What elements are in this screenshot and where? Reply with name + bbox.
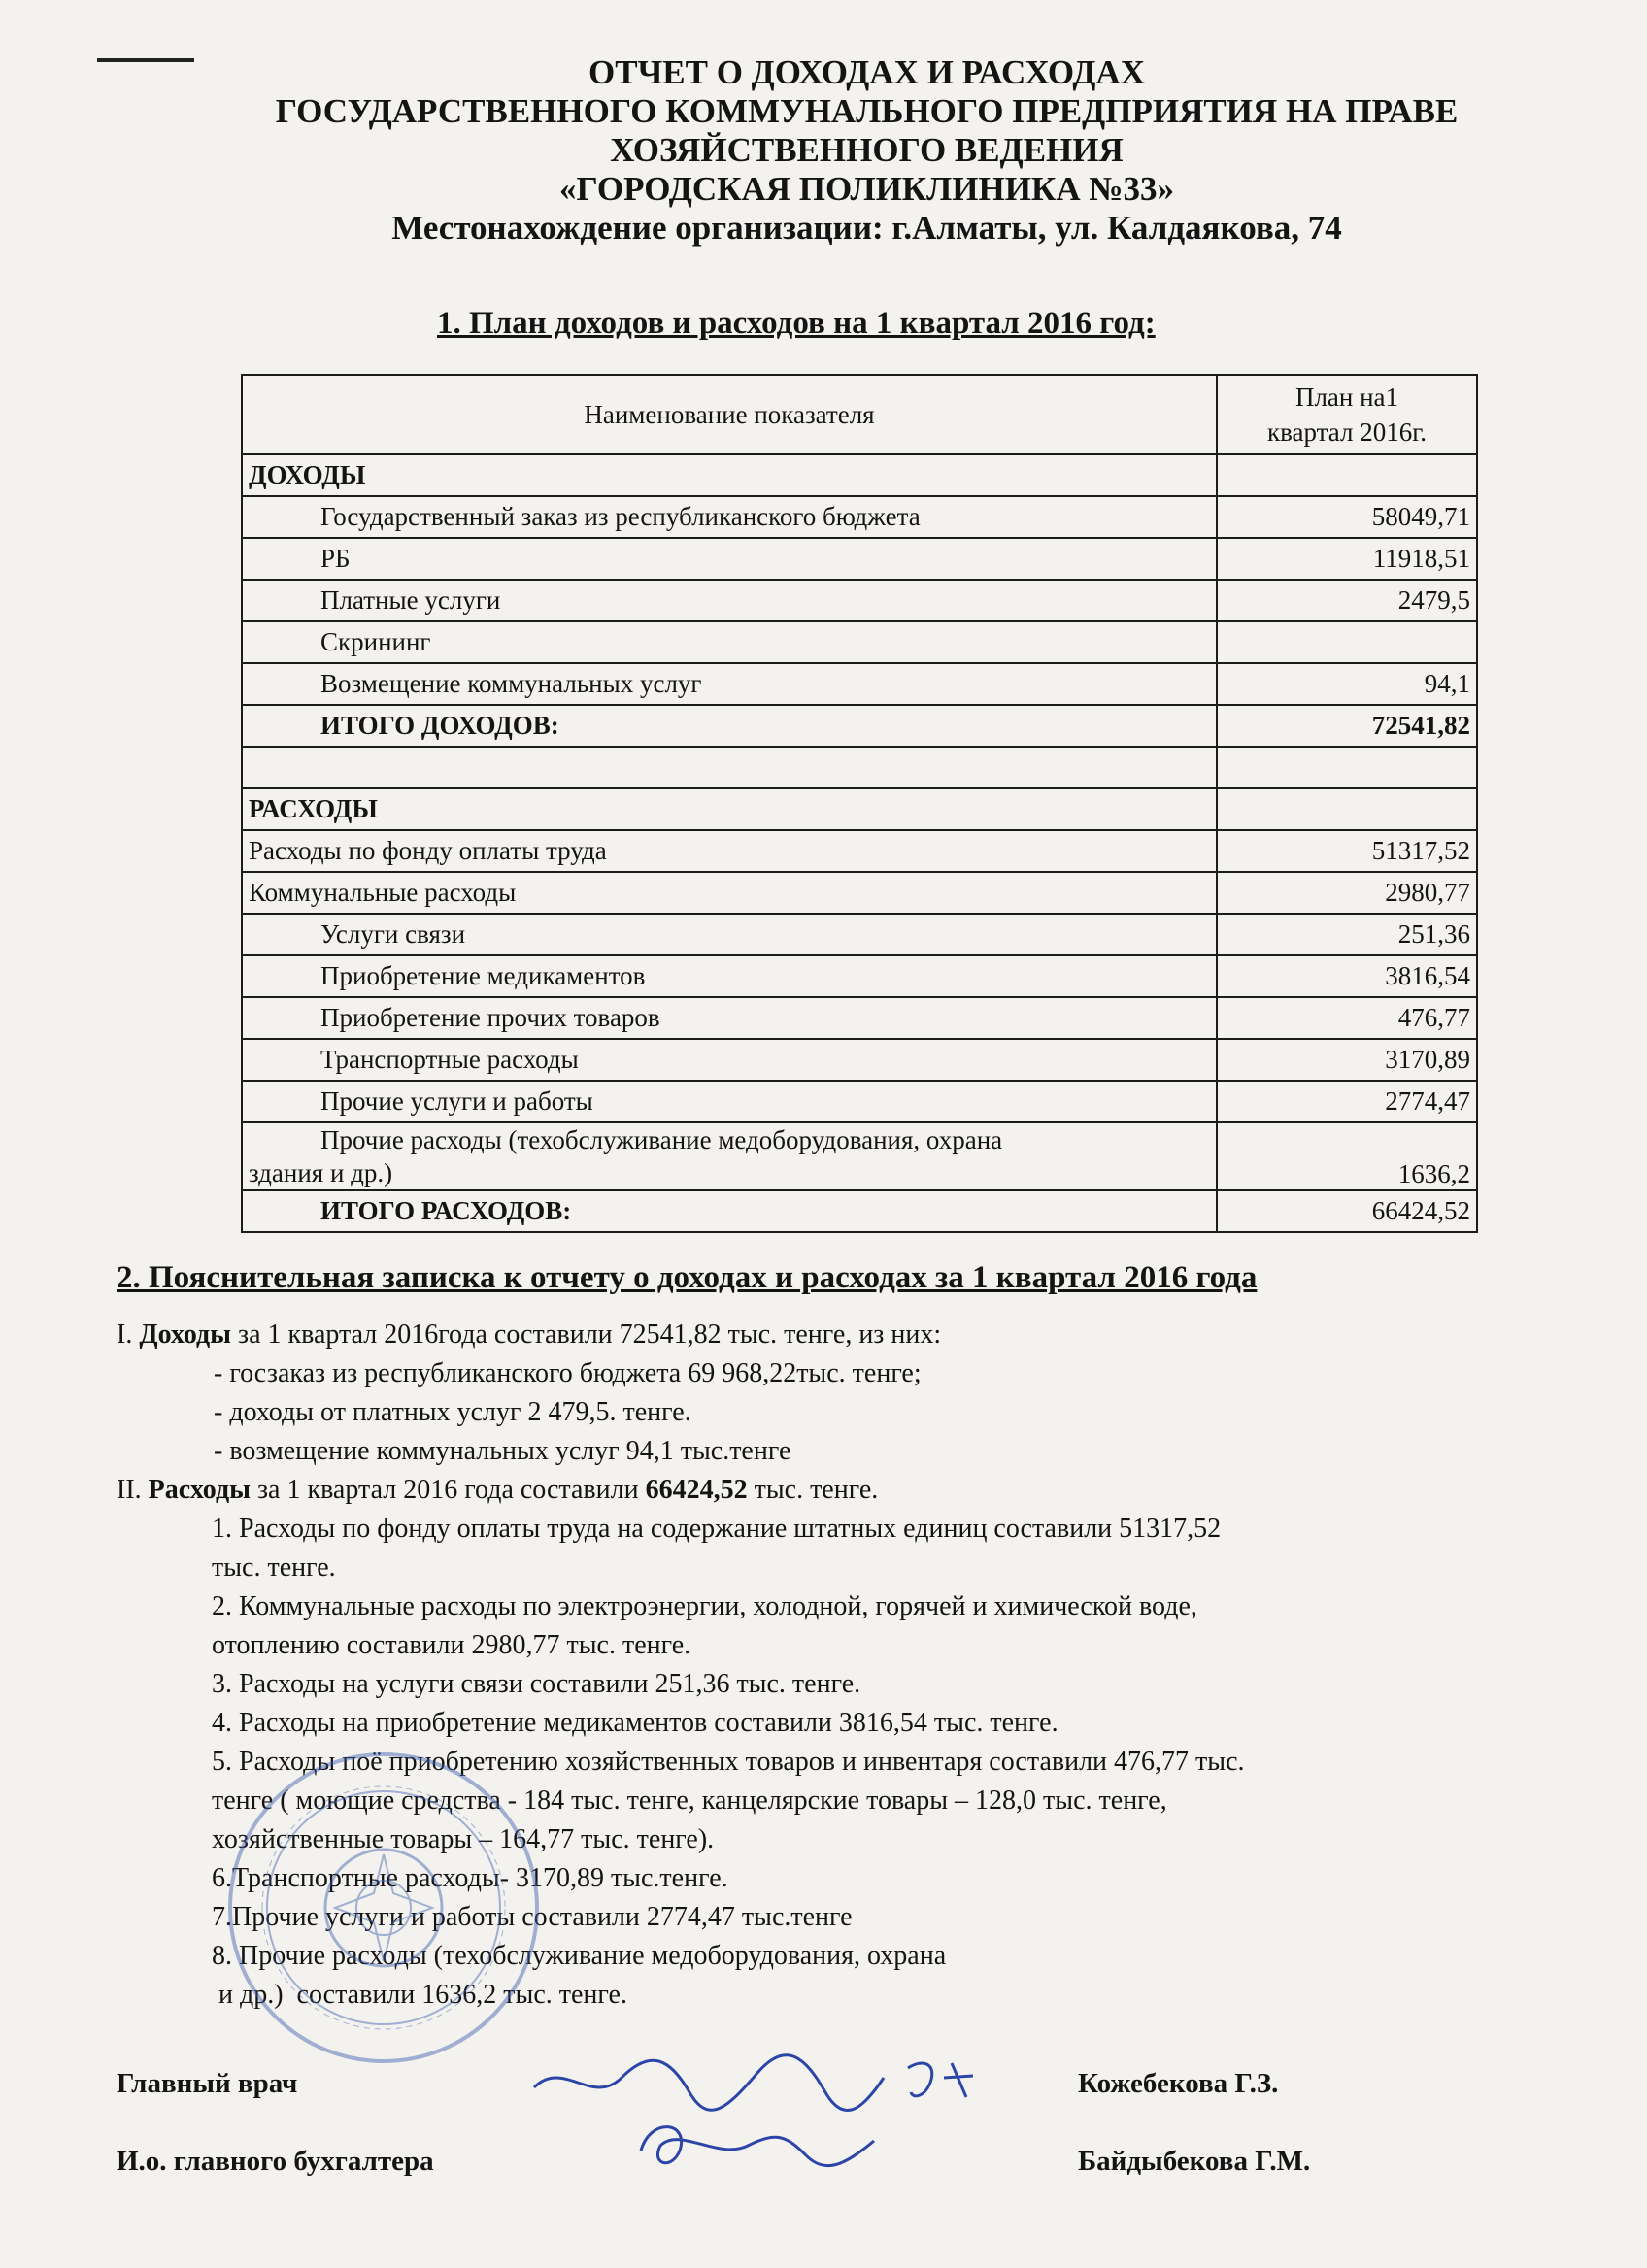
signer-name: Кожебекова Г.З. — [1078, 2068, 1279, 2099]
row-name: Приобретение медикаментов — [242, 955, 1217, 997]
income-header-row — [242, 454, 1477, 496]
expense-intro-mid: за 1 квартал 2016 года составили — [250, 1475, 646, 1505]
expense-intro-num: II. — [117, 1475, 149, 1505]
expense-line: хозяйственные товары – 164,77 тыс. тенге). — [212, 1824, 715, 1854]
table-row — [242, 580, 1477, 621]
income-total-label: ИТОГО ДОХОДОВ: — [242, 705, 1217, 747]
corner-mark — [97, 58, 194, 62]
income-item: - доходы от платных услуг 2 479,5. тенге. — [214, 1397, 691, 1427]
row-value: 58049,71 — [1217, 496, 1477, 538]
empty-cell — [1217, 747, 1477, 788]
table-row — [242, 955, 1477, 997]
title-line-2: ГОСУДАРСТВЕННОГО КОММУНАЛЬНОГО ПРЕДПРИЯТИЯ НА ПРАВЕ — [275, 92, 1459, 130]
income-total-row — [242, 705, 1477, 747]
table-row — [242, 496, 1477, 538]
expense-intro — [117, 1471, 1554, 1510]
expense-header-value — [1217, 788, 1477, 830]
row-value: 3170,89 — [1217, 1039, 1477, 1081]
table-row — [242, 997, 1477, 1039]
income-intro — [117, 1316, 1554, 1354]
table-row — [242, 830, 1477, 872]
other-expense-row — [242, 1122, 1477, 1190]
expense-line: 6.Транспортные расходы- 3170,89 тыс.тенге. — [212, 1863, 728, 1893]
table-row — [242, 621, 1477, 663]
row-name: Приобретение прочих товаров — [242, 997, 1217, 1039]
row-value: 476,77 — [1217, 997, 1477, 1039]
expense-line: тыс. тенге. — [212, 1552, 336, 1583]
expense-intro-sum: 66424,52 — [645, 1475, 748, 1505]
row-value: 94,1 — [1217, 663, 1477, 705]
expense-line: 7.Прочие услуги и работы составили 2774,47 тыс.тенге — [212, 1902, 853, 1932]
income-intro-bold: Доходы — [139, 1319, 232, 1350]
income-total-value: 72541,82 — [1217, 705, 1477, 747]
table-row — [242, 1039, 1477, 1081]
expense-line: 3. Расходы на услуги связи составили 251,36 тыс. тенге. — [212, 1669, 861, 1699]
table-row — [242, 872, 1477, 914]
table-row — [242, 914, 1477, 955]
expense-total-value: 66424,52 — [1217, 1190, 1477, 1232]
row-name: Услуги связи — [242, 914, 1217, 955]
signer-role: И.о. главного бухгалтера — [117, 2146, 434, 2177]
row-name: Скрининг — [242, 621, 1217, 663]
column-header-value-line1: План на1 — [1294, 383, 1399, 412]
row-value: 251,36 — [1217, 914, 1477, 955]
row-value: 2774,47 — [1217, 1081, 1477, 1122]
title-line-3: ХОЗЯЙСТВЕННОГО ВЕДЕНИЯ — [610, 131, 1124, 169]
signer-name: Байдыбекова Г.М. — [1078, 2146, 1311, 2177]
table-row — [242, 663, 1477, 705]
row-value: 3816,54 — [1217, 955, 1477, 997]
expense-line: и др.) составили 1636,2 тыс. тенге. — [212, 1980, 627, 2010]
expense-total-row — [242, 1190, 1477, 1232]
column-header-value — [1217, 375, 1477, 454]
expense-line: 4. Расходы на приобретение медикаментов составили 3816,54 тыс. тенге. — [212, 1708, 1059, 1738]
row-name: Расходы по фонду оплаты труда — [242, 830, 1217, 872]
round-seal-stamp — [223, 1748, 544, 2068]
income-item: - госзаказ из республиканского бюджета 69 968,22тыс. тенге; — [214, 1358, 922, 1388]
expense-intro-end: тыс. тенге. — [747, 1475, 879, 1505]
row-value: 11918,51 — [1217, 538, 1477, 580]
expense-line: 5. Расходы поё приобретению хозяйственных товаров и инвентаря составили 476,77 тыс. — [212, 1747, 1245, 1777]
row-name: Государственный заказ из республиканского бюджета — [242, 496, 1217, 538]
report-title — [194, 53, 1539, 248]
income-intro-rest: за 1 квартал 2016года составили 72541,82 тыс. тенге, из них: — [231, 1319, 942, 1350]
expense-line: отоплению составили 2980,77 тыс. тенге. — [212, 1630, 691, 1660]
empty-row — [242, 747, 1477, 788]
income-item: - возмещение коммунальных услуг 94,1 тыс.тенге — [214, 1436, 791, 1466]
table-row — [242, 538, 1477, 580]
row-name: Возмещение коммунальных услуг — [242, 663, 1217, 705]
row-name: Платные услуги — [242, 580, 1217, 621]
row-value — [1217, 621, 1477, 663]
section2-heading: 2. Пояснительная записка к отчету о доходах и расходах за 1 квартал 2016 года — [117, 1260, 1258, 1295]
expense-header-row — [242, 788, 1477, 830]
expense-header: РАСХОДЫ — [242, 788, 1217, 830]
expense-line: тенге ( моющие средства - 184 тыс. тенге, канцелярские товары – 128,0 тыс. тенге, — [212, 1785, 1167, 1816]
row-value: 2479,5 — [1217, 580, 1477, 621]
expense-intro-bold: Расходы — [148, 1475, 251, 1505]
signature-chief-accountant — [622, 2107, 913, 2185]
column-header-name: Наименование показателя — [242, 375, 1217, 454]
empty-cell — [242, 747, 1217, 788]
expense-line: 1. Расходы по фонду оплаты труда на содержание штатных единиц составили 51317,52 — [212, 1514, 1222, 1544]
expense-total-label: ИТОГО РАСХОДОВ: — [242, 1190, 1217, 1232]
other-expense-name-line1: Прочие расходы (техобслуживание медоборудования, охрана — [320, 1125, 1003, 1154]
other-expense-name — [242, 1122, 1217, 1190]
income-intro-num: I. — [117, 1319, 140, 1350]
section1-heading: 1. План доходов и расходов на 1 квартал 2016 год: — [437, 306, 1156, 341]
income-header: ДОХОДЫ — [242, 454, 1217, 496]
other-expense-name-line2: здания и др.) — [249, 1158, 393, 1187]
row-name: Транспортные расходы — [242, 1039, 1217, 1081]
row-value: 2980,77 — [1217, 872, 1477, 914]
table-header-row — [242, 375, 1477, 454]
column-header-value-line2: квартал 2016г. — [1267, 417, 1427, 447]
title-line-4: «ГОРОДСКАЯ ПОЛИКЛИНИКА №33» — [558, 170, 1175, 208]
title-location: Местонахождение организации: г.Алматы, ул. Калдаякова, 74 — [391, 209, 1342, 247]
row-name: Коммунальные расходы — [242, 872, 1217, 914]
signer-role: Главный врач — [117, 2068, 298, 2099]
other-expense-value: 1636,2 — [1217, 1122, 1477, 1190]
row-name: РБ — [242, 538, 1217, 580]
row-name: Прочие услуги и работы — [242, 1081, 1217, 1122]
expense-line: 8. Прочие расходы (техобслуживание медоборудования, охрана — [212, 1941, 947, 1971]
table-row — [242, 1081, 1477, 1122]
expense-line: 2. Коммунальные расходы по электроэнергии, холодной, горячей и химической воде, — [212, 1591, 1197, 1621]
income-header-value — [1217, 454, 1477, 496]
title-line-1: ОТЧЕТ О ДОХОДАХ И РАСХОДАХ — [588, 53, 1145, 91]
plan-table — [241, 374, 1478, 1233]
row-value: 51317,52 — [1217, 830, 1477, 872]
